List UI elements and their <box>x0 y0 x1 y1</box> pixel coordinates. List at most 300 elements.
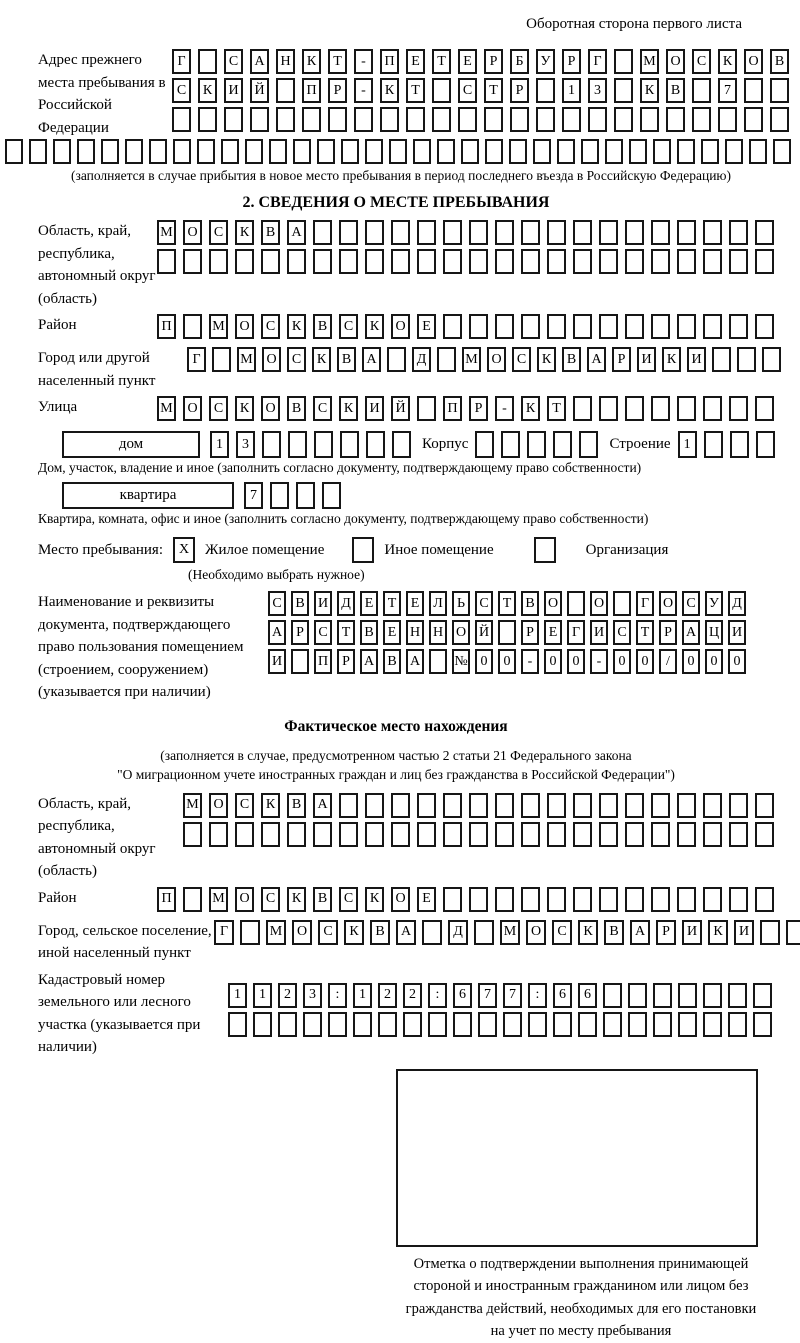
char-cell: К <box>640 78 659 103</box>
char-cell <box>625 220 644 245</box>
char-cell <box>547 249 566 274</box>
char-cell: В <box>291 591 309 616</box>
char-cell <box>391 249 410 274</box>
char-cell <box>253 1012 272 1037</box>
char-cell <box>628 1012 647 1037</box>
char-cell <box>536 107 555 132</box>
char-cell: - <box>521 649 539 674</box>
char-cell <box>599 822 618 847</box>
char-cell <box>469 314 488 339</box>
char-cell <box>417 396 436 421</box>
char-cell: И <box>682 920 702 945</box>
char-cell: Е <box>360 591 378 616</box>
char-cell <box>703 793 722 818</box>
char-cell <box>729 249 748 274</box>
document-row-1 <box>268 591 751 616</box>
stay-option-residential-label: Жилое помещение <box>205 541 325 558</box>
stay-option-organization-label: Организация <box>585 541 669 558</box>
char-cell: Г <box>636 591 654 616</box>
char-cell <box>729 396 748 421</box>
char-cell: И <box>728 620 746 645</box>
char-cell <box>101 139 119 164</box>
char-cell <box>729 793 748 818</box>
char-cell: С <box>313 396 332 421</box>
char-cell: 0 <box>705 649 723 674</box>
char-cell <box>224 107 243 132</box>
char-cell: 7 <box>718 78 737 103</box>
char-cell: Д <box>728 591 746 616</box>
char-cell <box>521 793 540 818</box>
char-cell <box>173 139 191 164</box>
actual-district-block <box>38 887 794 916</box>
char-cell <box>677 220 696 245</box>
char-cell: К <box>261 793 280 818</box>
char-cell: Р <box>612 347 631 372</box>
char-cell: 1 <box>678 431 697 458</box>
char-cell <box>588 107 607 132</box>
char-cell <box>613 591 631 616</box>
char-cell <box>703 822 722 847</box>
char-cell <box>728 1012 747 1037</box>
char-cell <box>553 431 572 458</box>
char-cell: П <box>314 649 332 674</box>
char-cell: Т <box>432 49 451 74</box>
char-cell: М <box>462 347 481 372</box>
char-cell: К <box>235 396 254 421</box>
char-cell: К <box>198 78 217 103</box>
char-cell: 7 <box>503 983 522 1008</box>
char-cell: В <box>287 396 306 421</box>
char-cell: Д <box>337 591 355 616</box>
stay-type-line <box>38 537 794 563</box>
char-cell: О <box>183 396 202 421</box>
char-cell <box>495 793 514 818</box>
char-cell <box>553 1012 572 1037</box>
char-cell: - <box>354 49 373 74</box>
char-cell: 0 <box>613 649 631 674</box>
char-cell: П <box>157 314 176 339</box>
char-cell: 2 <box>403 983 422 1008</box>
char-cell <box>773 139 791 164</box>
apartment-line <box>62 482 794 509</box>
section2-title: 2. СВЕДЕНИЯ О МЕСТЕ ПРЕБЫВАНИЯ <box>242 194 550 211</box>
char-cell <box>762 347 781 372</box>
char-cell: / <box>659 649 677 674</box>
char-cell: И <box>314 591 332 616</box>
char-cell: К <box>287 887 306 912</box>
char-cell <box>212 347 231 372</box>
char-cell <box>469 249 488 274</box>
char-cell: Г <box>172 49 191 74</box>
char-cell: О <box>183 220 202 245</box>
char-cell <box>413 139 431 164</box>
char-cell: Т <box>337 620 355 645</box>
stamp-caption-line-1: Отметка о подтверждении выполнения принимающей <box>413 1255 749 1272</box>
char-cell: О <box>487 347 506 372</box>
char-cell <box>678 1012 697 1037</box>
char-cell <box>288 431 307 458</box>
char-cell <box>573 220 592 245</box>
char-cell: И <box>637 347 656 372</box>
char-cell <box>547 822 566 847</box>
char-cell: В <box>337 347 356 372</box>
char-cell <box>599 220 618 245</box>
char-cell: 2 <box>378 983 397 1008</box>
char-cell: О <box>235 314 254 339</box>
char-cell <box>625 396 644 421</box>
char-cell: Р <box>328 78 347 103</box>
char-cell <box>567 591 585 616</box>
char-cell: : <box>328 983 347 1008</box>
char-cell <box>614 78 633 103</box>
char-cell <box>429 649 447 674</box>
char-cell <box>625 887 644 912</box>
char-cell <box>495 314 514 339</box>
char-cell <box>443 249 462 274</box>
apartment-widebox: квартира <box>62 482 234 509</box>
char-cell <box>737 347 756 372</box>
char-cell <box>378 1012 397 1037</box>
char-cell <box>599 887 618 912</box>
char-cell <box>495 249 514 274</box>
char-cell <box>678 983 697 1008</box>
char-cell: К <box>662 347 681 372</box>
char-cell: О <box>526 920 546 945</box>
char-cell: Ц <box>705 620 723 645</box>
char-cell <box>278 1012 297 1037</box>
char-cell <box>198 107 217 132</box>
char-cell <box>692 78 711 103</box>
char-cell: С <box>552 920 572 945</box>
char-cell <box>437 347 456 372</box>
char-cell <box>417 822 436 847</box>
char-cell <box>753 1012 772 1037</box>
char-cell <box>276 78 295 103</box>
char-cell <box>495 220 514 245</box>
char-cell <box>677 249 696 274</box>
char-cell: А <box>287 220 306 245</box>
char-cell <box>365 220 384 245</box>
char-cell <box>474 920 494 945</box>
char-cell: Р <box>291 620 309 645</box>
char-cell <box>317 139 335 164</box>
char-cell: 2 <box>278 983 297 1008</box>
char-cell: С <box>268 591 286 616</box>
char-cell <box>443 314 462 339</box>
char-cell: Й <box>250 78 269 103</box>
char-cell: 3 <box>236 431 255 458</box>
char-cell <box>29 139 47 164</box>
char-cell <box>485 139 503 164</box>
stamp-box <box>396 1069 758 1247</box>
char-cell: О <box>666 49 685 74</box>
char-cell <box>677 314 696 339</box>
char-cell <box>725 139 743 164</box>
char-cell <box>562 107 581 132</box>
char-cell: С <box>613 620 631 645</box>
char-cell: Й <box>475 620 493 645</box>
char-cell <box>573 887 592 912</box>
char-cell: 1 <box>253 983 272 1008</box>
previous-address-rows <box>172 49 796 136</box>
char-cell <box>366 431 385 458</box>
actual-region-row-2 <box>183 822 781 847</box>
char-cell <box>183 249 202 274</box>
char-cell <box>391 822 410 847</box>
char-cell <box>354 107 373 132</box>
char-cell: П <box>380 49 399 74</box>
char-cell: 6 <box>453 983 472 1008</box>
char-cell <box>729 822 748 847</box>
char-cell <box>692 107 711 132</box>
char-cell <box>157 249 176 274</box>
char-cell: Е <box>417 314 436 339</box>
char-cell: 0 <box>498 649 516 674</box>
char-cell: Т <box>498 591 516 616</box>
char-cell <box>704 431 723 458</box>
char-cell <box>677 396 696 421</box>
char-cell: Й <box>391 396 410 421</box>
char-cell <box>599 793 618 818</box>
char-cell: Г <box>187 347 206 372</box>
char-cell <box>269 139 287 164</box>
char-cell: В <box>313 887 332 912</box>
char-cell <box>547 314 566 339</box>
char-cell <box>501 431 520 458</box>
char-cell: Т <box>383 591 401 616</box>
char-cell: О <box>209 793 228 818</box>
document-row-3 <box>268 649 751 674</box>
char-cell: - <box>495 396 514 421</box>
char-cell <box>651 793 670 818</box>
char-cell: М <box>183 793 202 818</box>
char-cell <box>495 887 514 912</box>
char-cell <box>755 793 774 818</box>
char-cell: М <box>640 49 659 74</box>
char-cell: Г <box>588 49 607 74</box>
char-cell: Р <box>656 920 676 945</box>
char-cell: 0 <box>682 649 700 674</box>
char-cell <box>422 920 442 945</box>
char-cell <box>729 314 748 339</box>
char-cell <box>458 107 477 132</box>
char-cell <box>245 139 263 164</box>
apartment-cells <box>244 482 348 509</box>
char-cell <box>339 822 358 847</box>
char-cell: В <box>287 793 306 818</box>
char-cell <box>270 482 289 509</box>
char-cell <box>235 249 254 274</box>
char-cell: 1 <box>228 983 247 1008</box>
char-cell <box>703 887 722 912</box>
char-cell: П <box>157 887 176 912</box>
char-cell <box>703 983 722 1008</box>
char-cell: М <box>157 396 176 421</box>
char-cell: С <box>224 49 243 74</box>
char-cell: В <box>261 220 280 245</box>
char-cell <box>728 983 747 1008</box>
char-cell <box>625 822 644 847</box>
char-cell <box>417 249 436 274</box>
char-cell: О <box>544 591 562 616</box>
char-cell <box>197 139 215 164</box>
char-cell <box>443 220 462 245</box>
char-cell <box>172 107 191 132</box>
char-cell <box>653 983 672 1008</box>
char-cell <box>240 920 260 945</box>
char-cell: К <box>718 49 737 74</box>
document-row-2 <box>268 620 751 645</box>
actual-city-label: Город, сельское поселение, иной населенный пункт <box>38 922 212 962</box>
char-cell: С <box>682 591 700 616</box>
char-cell <box>760 920 780 945</box>
char-cell: В <box>370 920 390 945</box>
char-cell <box>625 793 644 818</box>
char-cell: И <box>224 78 243 103</box>
char-cell: М <box>237 347 256 372</box>
char-cell <box>498 620 516 645</box>
char-cell <box>209 249 228 274</box>
char-cell <box>578 1012 597 1037</box>
char-cell <box>484 107 503 132</box>
region-label: Область, край, республика, автономный округ (область) <box>38 223 156 307</box>
char-cell <box>339 249 358 274</box>
char-cell <box>291 649 309 674</box>
actual-district-row <box>157 887 781 912</box>
char-cell: К <box>365 887 384 912</box>
char-cell: Н <box>429 620 447 645</box>
char-cell <box>250 107 269 132</box>
char-cell: В <box>770 49 789 74</box>
region-row-1 <box>157 220 781 245</box>
char-cell <box>653 139 671 164</box>
char-cell <box>753 983 772 1008</box>
char-cell <box>614 49 633 74</box>
char-cell: А <box>630 920 650 945</box>
char-cell: О <box>292 920 312 945</box>
char-cell <box>262 431 281 458</box>
house-caption: Дом, участок, владение и иное (заполнить согласно документу, подтверждающему право собственности) <box>38 460 642 475</box>
char-cell: А <box>360 649 378 674</box>
char-cell <box>443 887 462 912</box>
char-cell <box>744 78 763 103</box>
char-cell <box>328 107 347 132</box>
char-cell <box>228 1012 247 1037</box>
char-cell <box>469 220 488 245</box>
char-cell <box>599 249 618 274</box>
stay-option-organization-checkbox <box>534 537 556 563</box>
char-cell: И <box>365 396 384 421</box>
char-cell <box>198 49 217 74</box>
char-cell: Р <box>659 620 677 645</box>
char-cell: Н <box>276 49 295 74</box>
char-cell: Д <box>412 347 431 372</box>
stay-option-residential-checkbox: X <box>173 537 195 563</box>
char-cell: С <box>512 347 531 372</box>
cadastre-label: Кадастровый номер земельного или лесного участка (указывается при наличии) <box>38 971 201 1056</box>
char-cell <box>235 822 254 847</box>
char-cell <box>628 983 647 1008</box>
actual-city-row <box>214 920 800 945</box>
char-cell: А <box>313 793 332 818</box>
char-cell: И <box>734 920 754 945</box>
char-cell: В <box>313 314 332 339</box>
char-cell: 0 <box>728 649 746 674</box>
char-cell: К <box>312 347 331 372</box>
char-cell <box>183 314 202 339</box>
previous-address-label: Адрес прежнего места пребывания в Российской Федерации <box>38 52 166 136</box>
char-cell <box>729 887 748 912</box>
char-cell <box>573 793 592 818</box>
header-note: Оборотная сторона первого листа <box>526 16 742 32</box>
char-cell <box>703 249 722 274</box>
char-cell <box>677 822 696 847</box>
city-row <box>187 347 787 372</box>
char-cell <box>712 347 731 372</box>
actual-location-note-2: "О миграционном учете иностранных граждан и лиц без гражданства в Российской Федерации") <box>117 767 675 783</box>
char-cell: 6 <box>553 983 572 1008</box>
char-cell: Г <box>567 620 585 645</box>
char-cell <box>293 139 311 164</box>
char-cell <box>770 78 789 103</box>
char-cell: А <box>250 49 269 74</box>
cadastre-row-1 <box>228 983 778 1008</box>
previous-address-row-3 <box>172 107 796 132</box>
stamp-caption-line-2: стороной и иностранным гражданином или лицом без <box>413 1278 749 1295</box>
char-cell <box>640 107 659 132</box>
char-cell: Р <box>521 620 539 645</box>
char-cell <box>756 431 775 458</box>
char-cell <box>547 887 566 912</box>
char-cell: 0 <box>636 649 654 674</box>
char-cell <box>703 314 722 339</box>
char-cell <box>677 887 696 912</box>
char-cell <box>703 1012 722 1037</box>
actual-location-title: Фактическое место нахождения <box>284 717 508 735</box>
char-cell: К <box>339 396 358 421</box>
char-cell <box>389 139 407 164</box>
char-cell: С <box>209 396 228 421</box>
stroenie-label: Строение <box>609 436 671 452</box>
char-cell <box>183 822 202 847</box>
char-cell: М <box>209 887 228 912</box>
char-cell <box>651 396 670 421</box>
char-cell <box>302 107 321 132</box>
char-cell: А <box>406 649 424 674</box>
char-cell: 7 <box>478 983 497 1008</box>
char-cell <box>341 139 359 164</box>
char-cell <box>77 139 95 164</box>
char-cell: С <box>209 220 228 245</box>
char-cell: С <box>475 591 493 616</box>
char-cell: В <box>383 649 401 674</box>
char-cell <box>432 78 451 103</box>
previous-address-row-4 <box>5 139 794 164</box>
document-label: Наименование и реквизиты документа, подтверждающего право пользования помещением (строением, сооружением) (указывается при наличии) <box>38 594 244 700</box>
char-cell: Е <box>544 620 562 645</box>
stay-option-other-label: Иное помещение <box>384 541 494 558</box>
char-cell: Т <box>484 78 503 103</box>
char-cell: В <box>666 78 685 103</box>
char-cell: К <box>365 314 384 339</box>
char-cell: Р <box>484 49 503 74</box>
actual-city-block <box>38 920 794 965</box>
char-cell: В <box>521 591 539 616</box>
char-cell: К <box>287 314 306 339</box>
char-cell <box>749 139 767 164</box>
char-cell <box>5 139 23 164</box>
char-cell <box>353 1012 372 1037</box>
